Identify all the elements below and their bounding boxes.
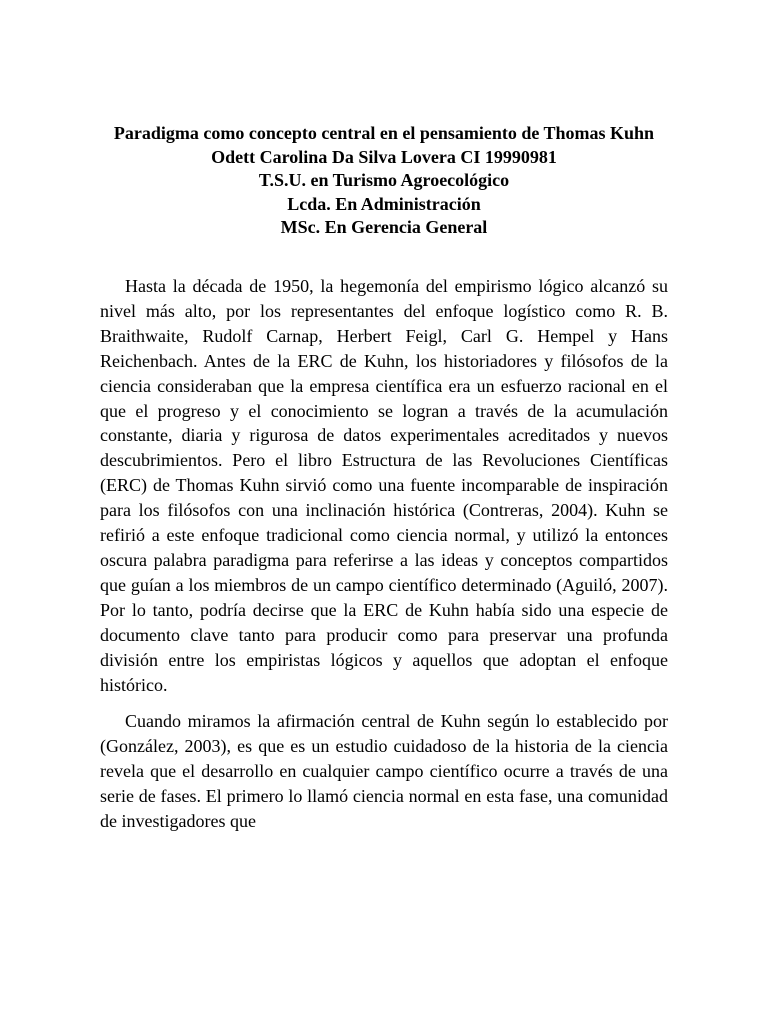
document-body: [100, 274, 668, 834]
credential-line: Lcda. En Administración: [287, 193, 481, 214]
credential-line: T.S.U. en Turismo Agroecológico: [258, 170, 510, 191]
document-title: Paradigma como concepto central en el pensamiento de Thomas Kuhn: [113, 123, 655, 143]
document-header: [96, 122, 672, 240]
paragraph: Cuando miramos la afirmación central de Kuhn según lo establecido por (González, 2003), es que es un estudio cuidadoso de la historia de la ciencia revela que el desarrollo en cualquier campo científico ocurre a través de una serie de fases. El primero lo llamó ciencia normal en esta fase, una comunidad de investigadores que: [100, 711, 668, 832]
author-line: Odett Carolina Da Silva Lovera CI 19990981: [211, 146, 557, 167]
credential-line: MSc. En Gerencia General: [280, 217, 488, 238]
paragraph: Hasta la década de 1950, la hegemonía del empirismo lógico alcanzó su nivel más alto, por los representantes del enfoque logístico como R. B. Braithwaite, Rudolf Carnap, Herbert Feigl, Carl G. Hempel y Hans Reichenbach. Antes de la ERC de Kuhn, los historiadores y filósofos de la ciencia consideraban que la empresa científica era un esfuerzo racional en el que el progreso y el conocimiento se logran a través de la acumulación constante, diaria y rigurosa de datos experimentales acreditados y nuevos descubrimientos. Pero el libro Estructura de las Revoluciones Científicas (ERC) de Thomas Kuhn sirvió como una fuente incomparable de inspiración para los filósofos con una inclinación histórica (Contreras, 2004). Kuhn se refirió a este enfoque tradicional como ciencia normal, y utilizó la entonces oscura palabra paradigma para referirse a las ideas y conceptos compartidos que guían a los miembros de un campo científico determinado (Aguiló, 2007). Por lo tanto, podría decirse que la ERC de Kuhn había sido una especie de documento clave tanto para producir como para preservar una profunda división entre los empiristas lógicos y aquellos que adoptan el enfoque histórico.: [100, 276, 668, 695]
